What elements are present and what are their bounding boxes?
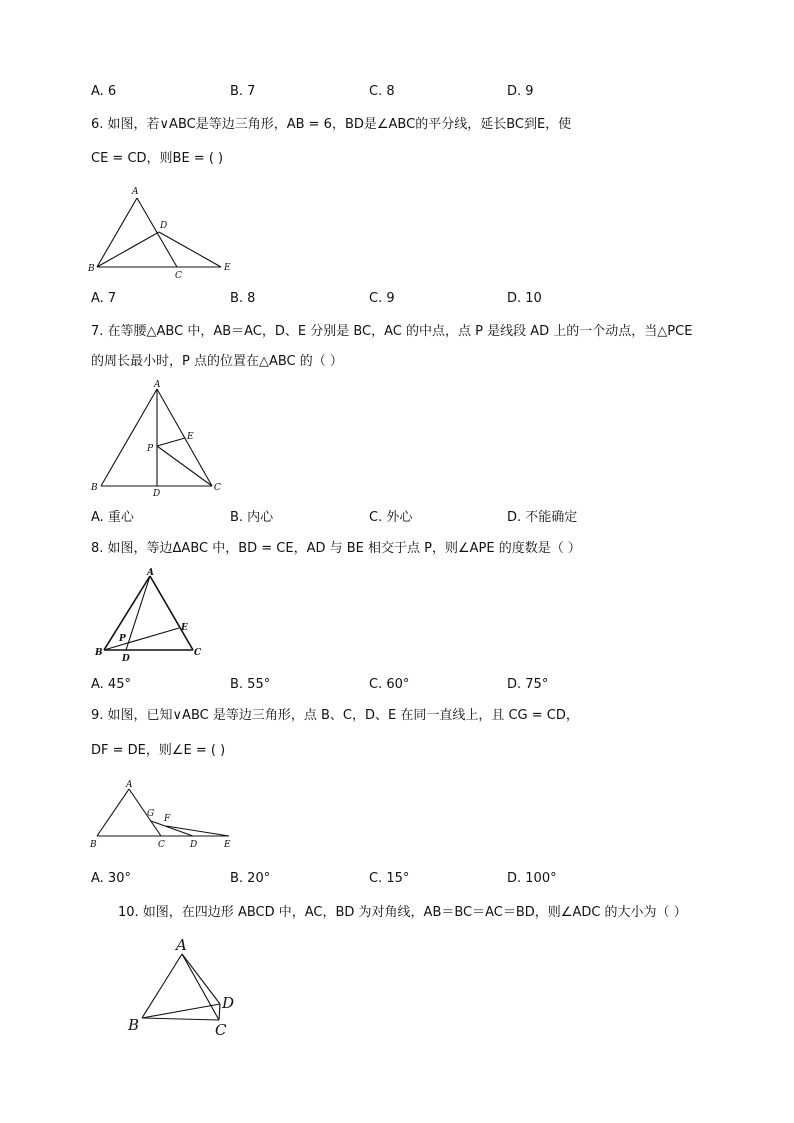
- q6-label-e: E: [224, 263, 231, 273]
- q7-seg-pe: [157, 438, 185, 446]
- q7-figure: [88, 378, 228, 498]
- q9-label-c: C: [158, 840, 165, 850]
- q7-option-b[interactable]: B. 内心: [230, 510, 274, 525]
- q9-stem-line2: DF = DE，则∠E = ( ): [91, 743, 226, 758]
- q7-label-b: B: [91, 483, 98, 493]
- q8-label-p: P: [119, 634, 126, 644]
- q10-seg-bc: [142, 1018, 219, 1020]
- q7-stem-line2: 的周长最小时，P 点的位置在△ABC 的（ ）: [91, 354, 343, 369]
- q9-option-b[interactable]: B. 20°: [230, 871, 271, 886]
- q7-option-d[interactable]: D. 不能确定: [507, 510, 578, 525]
- q5-option-a[interactable]: A. 6: [91, 84, 117, 99]
- q10-seg-dc: [219, 1004, 220, 1020]
- q7-seg-ac: [157, 389, 212, 486]
- q10-label-c: C: [215, 1021, 227, 1039]
- q9-label-d: D: [190, 840, 198, 850]
- q6-option-b[interactable]: B. 8: [230, 291, 256, 306]
- q9-label-g: G: [147, 809, 155, 819]
- q7-label-p: P: [147, 444, 154, 454]
- q9-option-d[interactable]: D. 100°: [507, 871, 557, 886]
- q10-label-a: A: [176, 936, 187, 954]
- q7-seg-ab: [101, 389, 157, 486]
- q5-option-b[interactable]: B. 7: [230, 84, 256, 99]
- q9-seg-ac: [129, 789, 161, 836]
- q8-seg-ac: [150, 576, 193, 650]
- q10-seg-ab: [142, 954, 182, 1018]
- q8-label-e: E: [181, 623, 188, 633]
- q10-label-d: D: [222, 994, 235, 1012]
- q5-option-d[interactable]: D. 9: [507, 84, 534, 99]
- q7-stem-line1: 7. 在等腰△ABC 中，AB＝AC，D、E 分别是 BC，AC 的中点，点 P 是线段 AD 上的一个动点，当△PCE: [91, 324, 693, 339]
- q6-seg-de: [159, 232, 221, 267]
- q8-label-a: A: [147, 568, 154, 578]
- q8-option-a[interactable]: A. 45°: [91, 677, 131, 692]
- q9-option-c[interactable]: C. 15°: [369, 871, 410, 886]
- q9-seg-ab: [97, 789, 129, 836]
- q6-label-c: C: [175, 271, 182, 281]
- q7-option-c[interactable]: C. 外心: [369, 510, 413, 525]
- q7-label-c: C: [214, 483, 221, 493]
- q8-seg-ad: [126, 576, 150, 650]
- q7-label-d: D: [153, 489, 161, 499]
- q9-label-b: B: [90, 840, 97, 850]
- q8-label-d: D: [122, 654, 130, 664]
- q8-figure: [92, 566, 212, 666]
- q6-label-b: B: [88, 264, 95, 274]
- q10-seg-ad: [182, 954, 220, 1004]
- q6-option-a[interactable]: A. 7: [91, 291, 117, 306]
- q8-option-c[interactable]: C. 60°: [369, 677, 410, 692]
- q10-stem-line1: 10. 如图，在四边形 ABCD 中，AC，BD 为对角线，AB＝BC＝AC＝BD，则∠ADC 的大小为（ ）: [118, 905, 687, 920]
- q9-label-f: F: [164, 814, 171, 824]
- q6-label-d: D: [160, 221, 168, 231]
- q8-stem-line1: 8. 如图，等边ΔABC 中，BD = CE，AD 与 BE 相交于点 P，则∠APE 的度数是（ ）: [91, 541, 581, 556]
- q8-option-d[interactable]: D. 75°: [507, 677, 549, 692]
- q7-label-e: E: [187, 432, 194, 442]
- q9-figure: [88, 778, 238, 852]
- q9-seg-fe: [166, 826, 229, 836]
- q10-seg-bd: [142, 1004, 220, 1018]
- q5-option-c[interactable]: C. 8: [369, 84, 395, 99]
- q6-option-c[interactable]: C. 9: [369, 291, 395, 306]
- q7-option-a[interactable]: A. 重心: [91, 510, 134, 525]
- q9-seg-gd: [151, 821, 193, 836]
- q9-label-e: E: [224, 840, 231, 850]
- q8-label-c: C: [194, 648, 202, 658]
- q8-option-b[interactable]: B. 55°: [230, 677, 271, 692]
- q6-stem-line1: 6. 如图，若∨ABC是等边三角形，AB = 6，BD是∠ABC的平分线，延长BC到E，使: [91, 117, 572, 132]
- q6-seg-ab: [97, 198, 137, 267]
- q8-label-b: B: [95, 648, 103, 658]
- q9-stem-line1: 9. 如图，已知∨ABC 是等边三角形，点 B、C，D、E 在同一直线上，且 CG = CD，: [91, 708, 579, 723]
- q6-figure: [85, 185, 245, 280]
- q10-figure: [124, 934, 244, 1044]
- q9-option-a[interactable]: A. 30°: [91, 871, 131, 886]
- q6-option-d[interactable]: D. 10: [507, 291, 542, 306]
- q7-seg-pc: [157, 446, 212, 486]
- q6-stem-line2: CE = CD，则BE = ( ): [91, 151, 224, 166]
- q7-label-a: A: [154, 380, 161, 390]
- q6-label-a: A: [132, 187, 139, 197]
- q9-label-a: A: [126, 780, 133, 790]
- q10-label-b: B: [128, 1016, 140, 1034]
- q6-seg-bd: [97, 232, 159, 267]
